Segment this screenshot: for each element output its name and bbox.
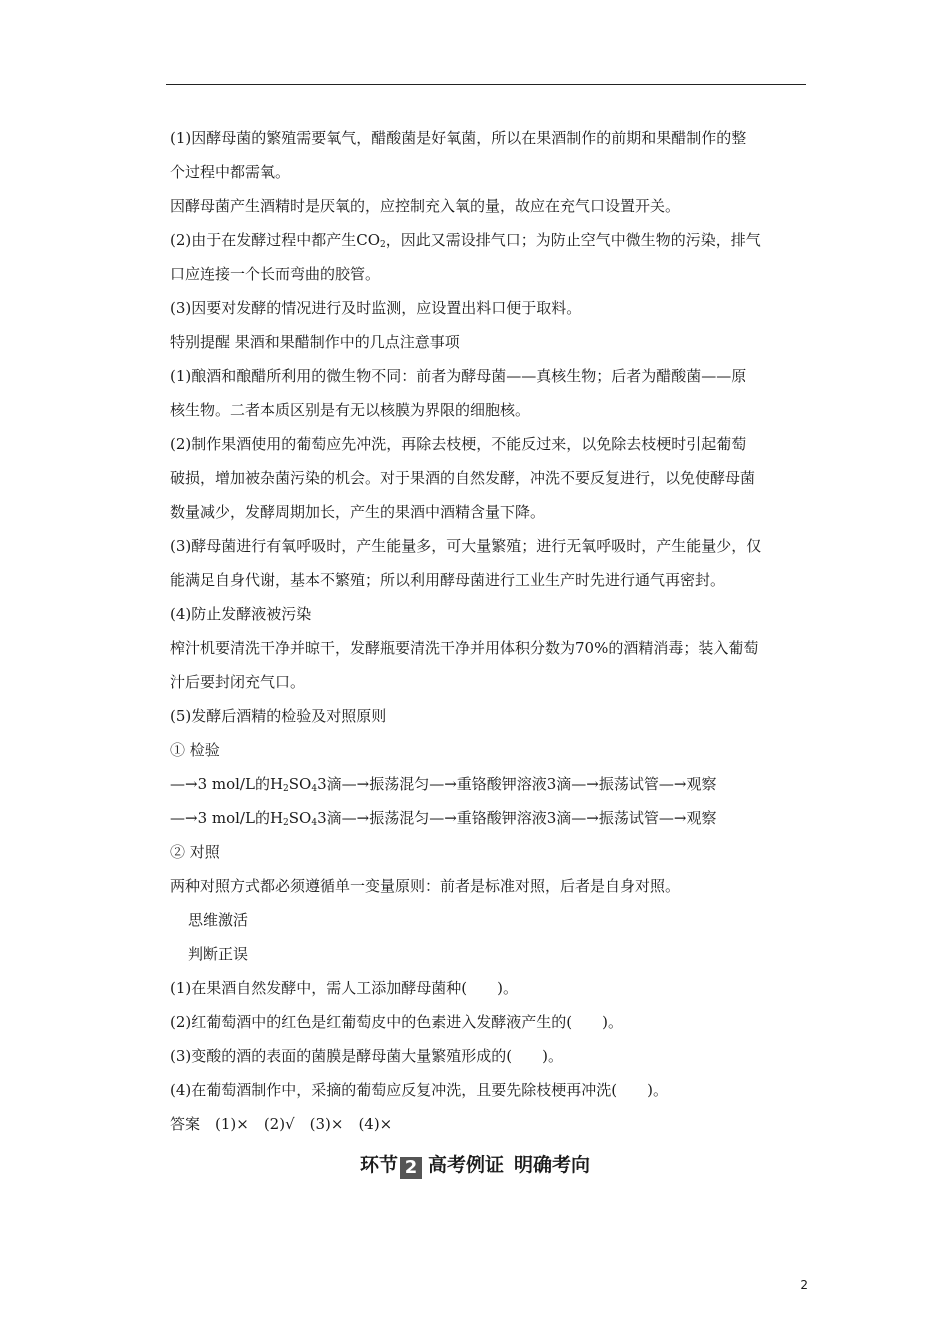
- flow-line: —→3 mol/L的$H_2SO_43$滴—→振荡混匀—→重铬酸钾溶液3滴—→振荡试管—→观察: [170, 809, 717, 828]
- subheading-test: ① 检验: [170, 741, 220, 759]
- paragraph: 数量减少，发酵周期加长，产生的果酒中酒精含量下降。: [170, 503, 546, 521]
- paragraph-co2: (2)由于在发酵过程中都产生$CO_2$，因此又需设排气口；为防止空气中微生物的污染，排气: [170, 231, 761, 250]
- paragraph: (1)因酵母菌的繁殖需要氧气，醋酸菌是好氧菌，所以在果酒制作的前期和果醋制作的整: [170, 129, 747, 147]
- header-rule: [166, 84, 806, 85]
- section-number-badge: 2: [400, 1157, 422, 1179]
- special-note-heading: 特别提醒 果酒和果醋制作中的几点注意事项: [170, 333, 460, 351]
- paragraph: (2)制作果酒使用的葡萄应先冲洗，再除去枝梗，不能反过来，以免除去枝梗时引起葡萄: [170, 435, 747, 453]
- page-number: 2: [800, 1278, 808, 1292]
- flow-line: —→3 mol/L的$H_2SO_43$滴—→振荡混匀—→重铬酸钾溶液3滴—→振荡试管—→观察: [170, 775, 717, 794]
- paragraph: 核生物。二者本质区别是有无以核膜为界限的细胞核。: [170, 401, 531, 419]
- section-title: 环节 2 高考例证 明确考向: [359, 1154, 591, 1178]
- judgement-item: (4)在葡萄酒制作中，采摘的葡萄应反复冲洗，且要先除枝梗再冲洗( )。: [170, 1081, 668, 1099]
- judgement-item: (1)在果酒自然发酵中，需人工添加酵母菌种( )。: [170, 979, 518, 997]
- paragraph: 因酵母菌产生酒精时是厌氧的，应控制充入氧的量，故应在充气口设置开关。: [170, 197, 681, 215]
- paragraph: (4)防止发酵液被污染: [170, 605, 312, 623]
- paragraph: (3)因要对发酵的情况进行及时监测，应设置出料口便于取料。: [170, 299, 582, 317]
- paragraph: (5)发酵后酒精的检验及对照原则: [170, 707, 387, 725]
- thinking-subtitle: 判断正误: [188, 945, 249, 963]
- paragraph: 能满足自身代谢，基本不繁殖；所以利用酵母菌进行工业生产时先进行通气再密封。: [170, 571, 726, 589]
- paragraph: (3)酵母菌进行有氧呼吸时，产生能量多，可大量繁殖；进行无氧呼吸时，产生能量少，仅: [170, 537, 762, 555]
- paragraph: 个过程中都需氧。: [170, 163, 291, 181]
- paragraph: 口应连接一个长而弯曲的胶管。: [170, 265, 381, 283]
- thinking-title: 思维激活: [188, 911, 249, 929]
- paragraph: 破损，增加被杂菌污染的机会。对于果酒的自然发酵，冲洗不要反复进行，以免使酵母菌: [170, 469, 756, 487]
- judgement-item: (2)红葡萄酒中的红色是红葡萄皮中的色素进入发酵液产生的( )。: [170, 1013, 623, 1031]
- paragraph: 榨汁机要清洗干净并晾干，发酵瓶要清洗干净并用体积分数为70%的酒精消毒；装入葡萄: [170, 639, 759, 657]
- subheading-control: ② 对照: [170, 843, 220, 861]
- judgement-item: (3)变酸的酒的表面的菌膜是酵母菌大量繁殖形成的( )。: [170, 1047, 563, 1065]
- paragraph: (1)酿酒和酿醋所利用的微生物不同：前者为酵母菌——真核生物；后者为醋酸菌——原: [170, 367, 747, 385]
- paragraph: 两种对照方式都必须遵循单一变量原则：前者是标准对照，后者是自身对照。: [170, 877, 681, 895]
- answer-line: 答案 (1)× (2)√ (3)× (4)×: [170, 1115, 393, 1133]
- paragraph: 汁后要封闭充气口。: [170, 673, 306, 691]
